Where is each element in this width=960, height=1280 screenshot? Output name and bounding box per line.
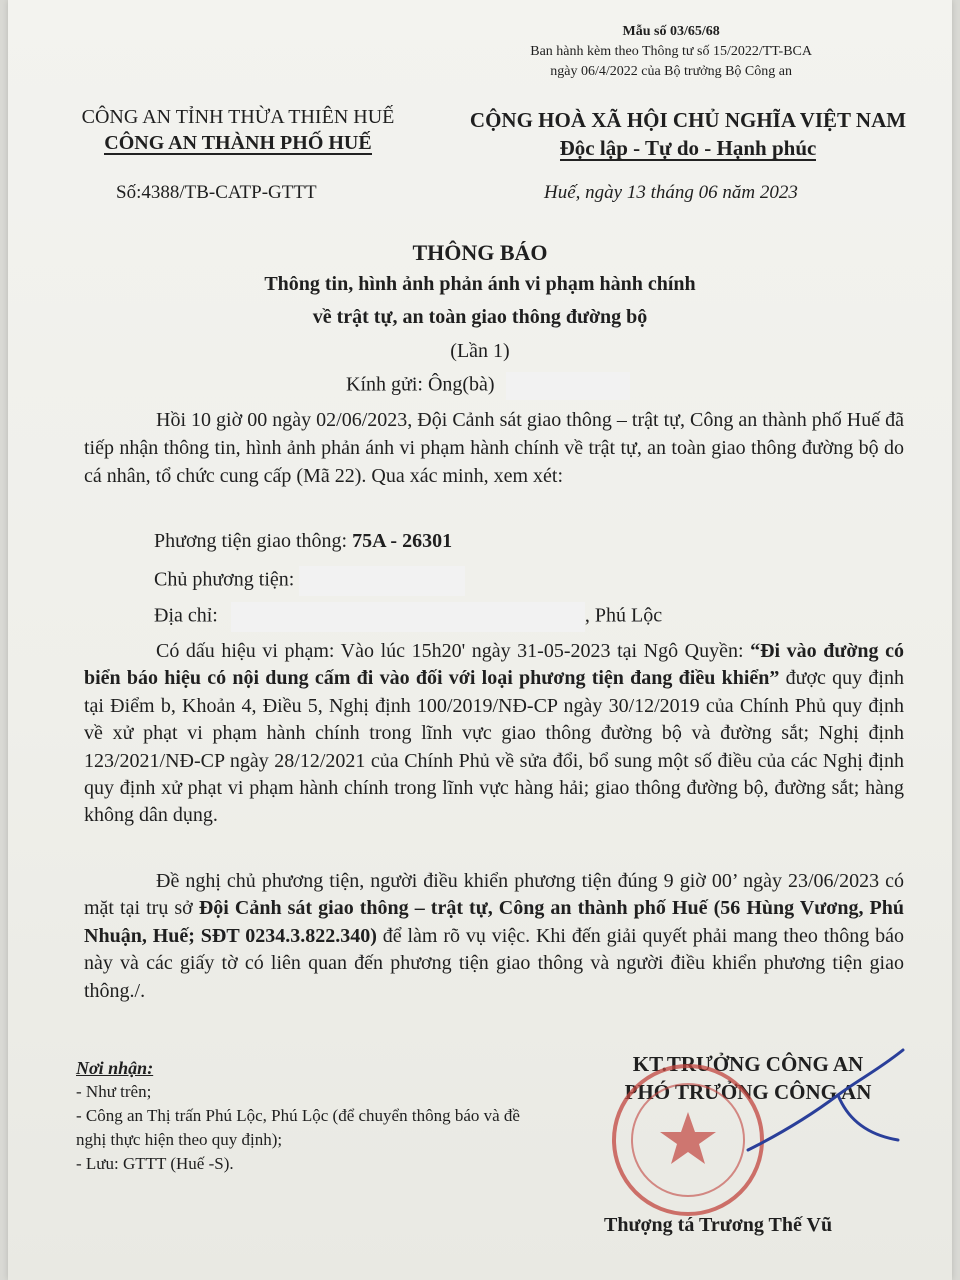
request-paragraph — [84, 868, 904, 1005]
agency-parent: CÔNG AN TỈNH THỪA THIÊN HUẾ — [81, 106, 395, 128]
recipients-block — [76, 1056, 536, 1176]
signature-title-2: PHÓ TRƯỞNG CÔNG AN — [624, 1080, 872, 1104]
violation-legal-basis: được quy định tại Điểm b, Khoản 4, Điều 5, Nghị định 100/2019/NĐ-CP ngày 30/12/2019 của Chính Phủ quy định về xử phạt vi phạm hành chính trong lĩnh vực giao thông đường bộ và đường sắt; Nghị định 123/2021/NĐ-CP ngày 28/12/2021 của Chính Phủ về sửa đổi, bổ sung một số điều của các Nghị định quy định xử phạt vi phạm hành chính trong lĩnh vực hàng hải; giao thông đường bộ, đường sắt; hàng không dân dụng. — [84, 667, 904, 827]
violation-paragraph — [84, 638, 904, 830]
document-page — [8, 0, 952, 1280]
dateline: Huế, ngày 13 tháng 06 năm 2023 — [544, 182, 798, 203]
intro-text: Hồi 10 giờ 00 ngày 02/06/2023, Đội Cảnh sát giao thông – trật tự, Công an thành phố Huế đã tiếp nhận thông tin, hình ảnh phản ánh vi phạm hành chính về trật tự, an toàn giao thông đường bộ do cá nhân, tổ chức cung cấp (Mã 22). Qua xác minh, xem xét: — [84, 409, 904, 487]
vehicle-plate: 75A - 26301 — [352, 530, 453, 552]
violation-lead: Có dấu hiệu vi phạm: Vào lúc 15h20' ngày 31-05-2023 tại Ngô Quyền: — [156, 640, 751, 662]
request-location: Đội Cảnh sát giao thông – trật tự, Công an thành phố Huế (56 Hùng Vương, Phú Nhuận, Huế; SĐT 0234.3.822.340) — [84, 897, 904, 947]
redacted-address — [231, 602, 585, 632]
form-issued-text: Ban hành kèm theo Thông tư số 15/2022/TT-BCA — [530, 44, 812, 59]
document-number: Số:4388/TB-CATP-GTTT — [116, 182, 317, 203]
document-subtitle-2: về trật tự, an toàn giao thông đường bộ — [312, 306, 648, 328]
redacted-name — [506, 372, 630, 400]
address-line — [154, 602, 662, 632]
addressee-line — [346, 372, 630, 400]
recipient-item: - Như trên; — [76, 1082, 152, 1101]
vehicle-line — [154, 530, 452, 553]
owner-label: Chủ phương tiện: — [154, 568, 295, 591]
national-header — [438, 106, 938, 162]
nation-name: CỘNG HOÀ XÃ HỘI CHỦ NGHĨA VIỆT NAM — [469, 108, 907, 132]
form-number — [530, 22, 812, 82]
request-lead: Đề nghị chủ phương tiện, người điều khiển phương tiện đúng 9 giờ 00’ ngày 23/06/2023 có mặt tại trụ sở — [84, 870, 904, 920]
request-rest: để làm rõ vụ việc. Khi đến giải quyết phải mang theo thông báo này và các giấy tờ có liên quan đến phương tiện giao thông và người điều khiển phương tiện giao thông./. — [84, 924, 905, 1002]
agency-header — [48, 104, 428, 156]
address-label: Địa chỉ: — [154, 604, 218, 627]
agency-name: CÔNG AN THÀNH PHỐ HUẾ — [104, 132, 372, 154]
signer-name: Thượng tá Trương Thế Vũ — [604, 1214, 833, 1236]
document-title: THÔNG BÁO — [412, 240, 548, 265]
notice-round: (Lần 1) — [450, 340, 510, 362]
form-date-text: ngày 06/4/2022 của Bộ trưởng Bộ Công an — [550, 64, 792, 79]
vehicle-label: Phương tiện giao thông: — [154, 530, 348, 552]
recipient-item: - Lưu: GTTT (Huế -S). — [76, 1154, 234, 1173]
address-suffix: , Phú Lộc — [584, 604, 663, 627]
redacted-owner — [299, 566, 465, 596]
owner-line — [154, 566, 465, 596]
handwritten-signature — [728, 1040, 928, 1170]
form-number-label: Mẫu số 03/65/68 — [622, 24, 720, 39]
violation-description: “Đi vào đường có biển báo hiệu có nội dung cấm đi vào đối với loại phương tiện đang điều khiển” — [84, 640, 904, 690]
intro-paragraph — [84, 406, 904, 490]
recipient-item: - Công an Thị trấn Phú Lộc, Phú Lộc (để chuyển thông báo và đề nghị thực hiện theo quy định); — [76, 1106, 520, 1149]
signature-title-1: KT.TRƯỞNG CÔNG AN — [632, 1052, 864, 1076]
recipients-heading: Nơi nhận: — [76, 1058, 154, 1078]
addressee-label: Kính gửi: Ông(bà) — [346, 373, 495, 396]
nation-motto: Độc lập - Tự do - Hạnh phúc — [559, 136, 817, 160]
document-subtitle-1: Thông tin, hình ảnh phản ánh vi phạm hành chính — [264, 273, 696, 295]
